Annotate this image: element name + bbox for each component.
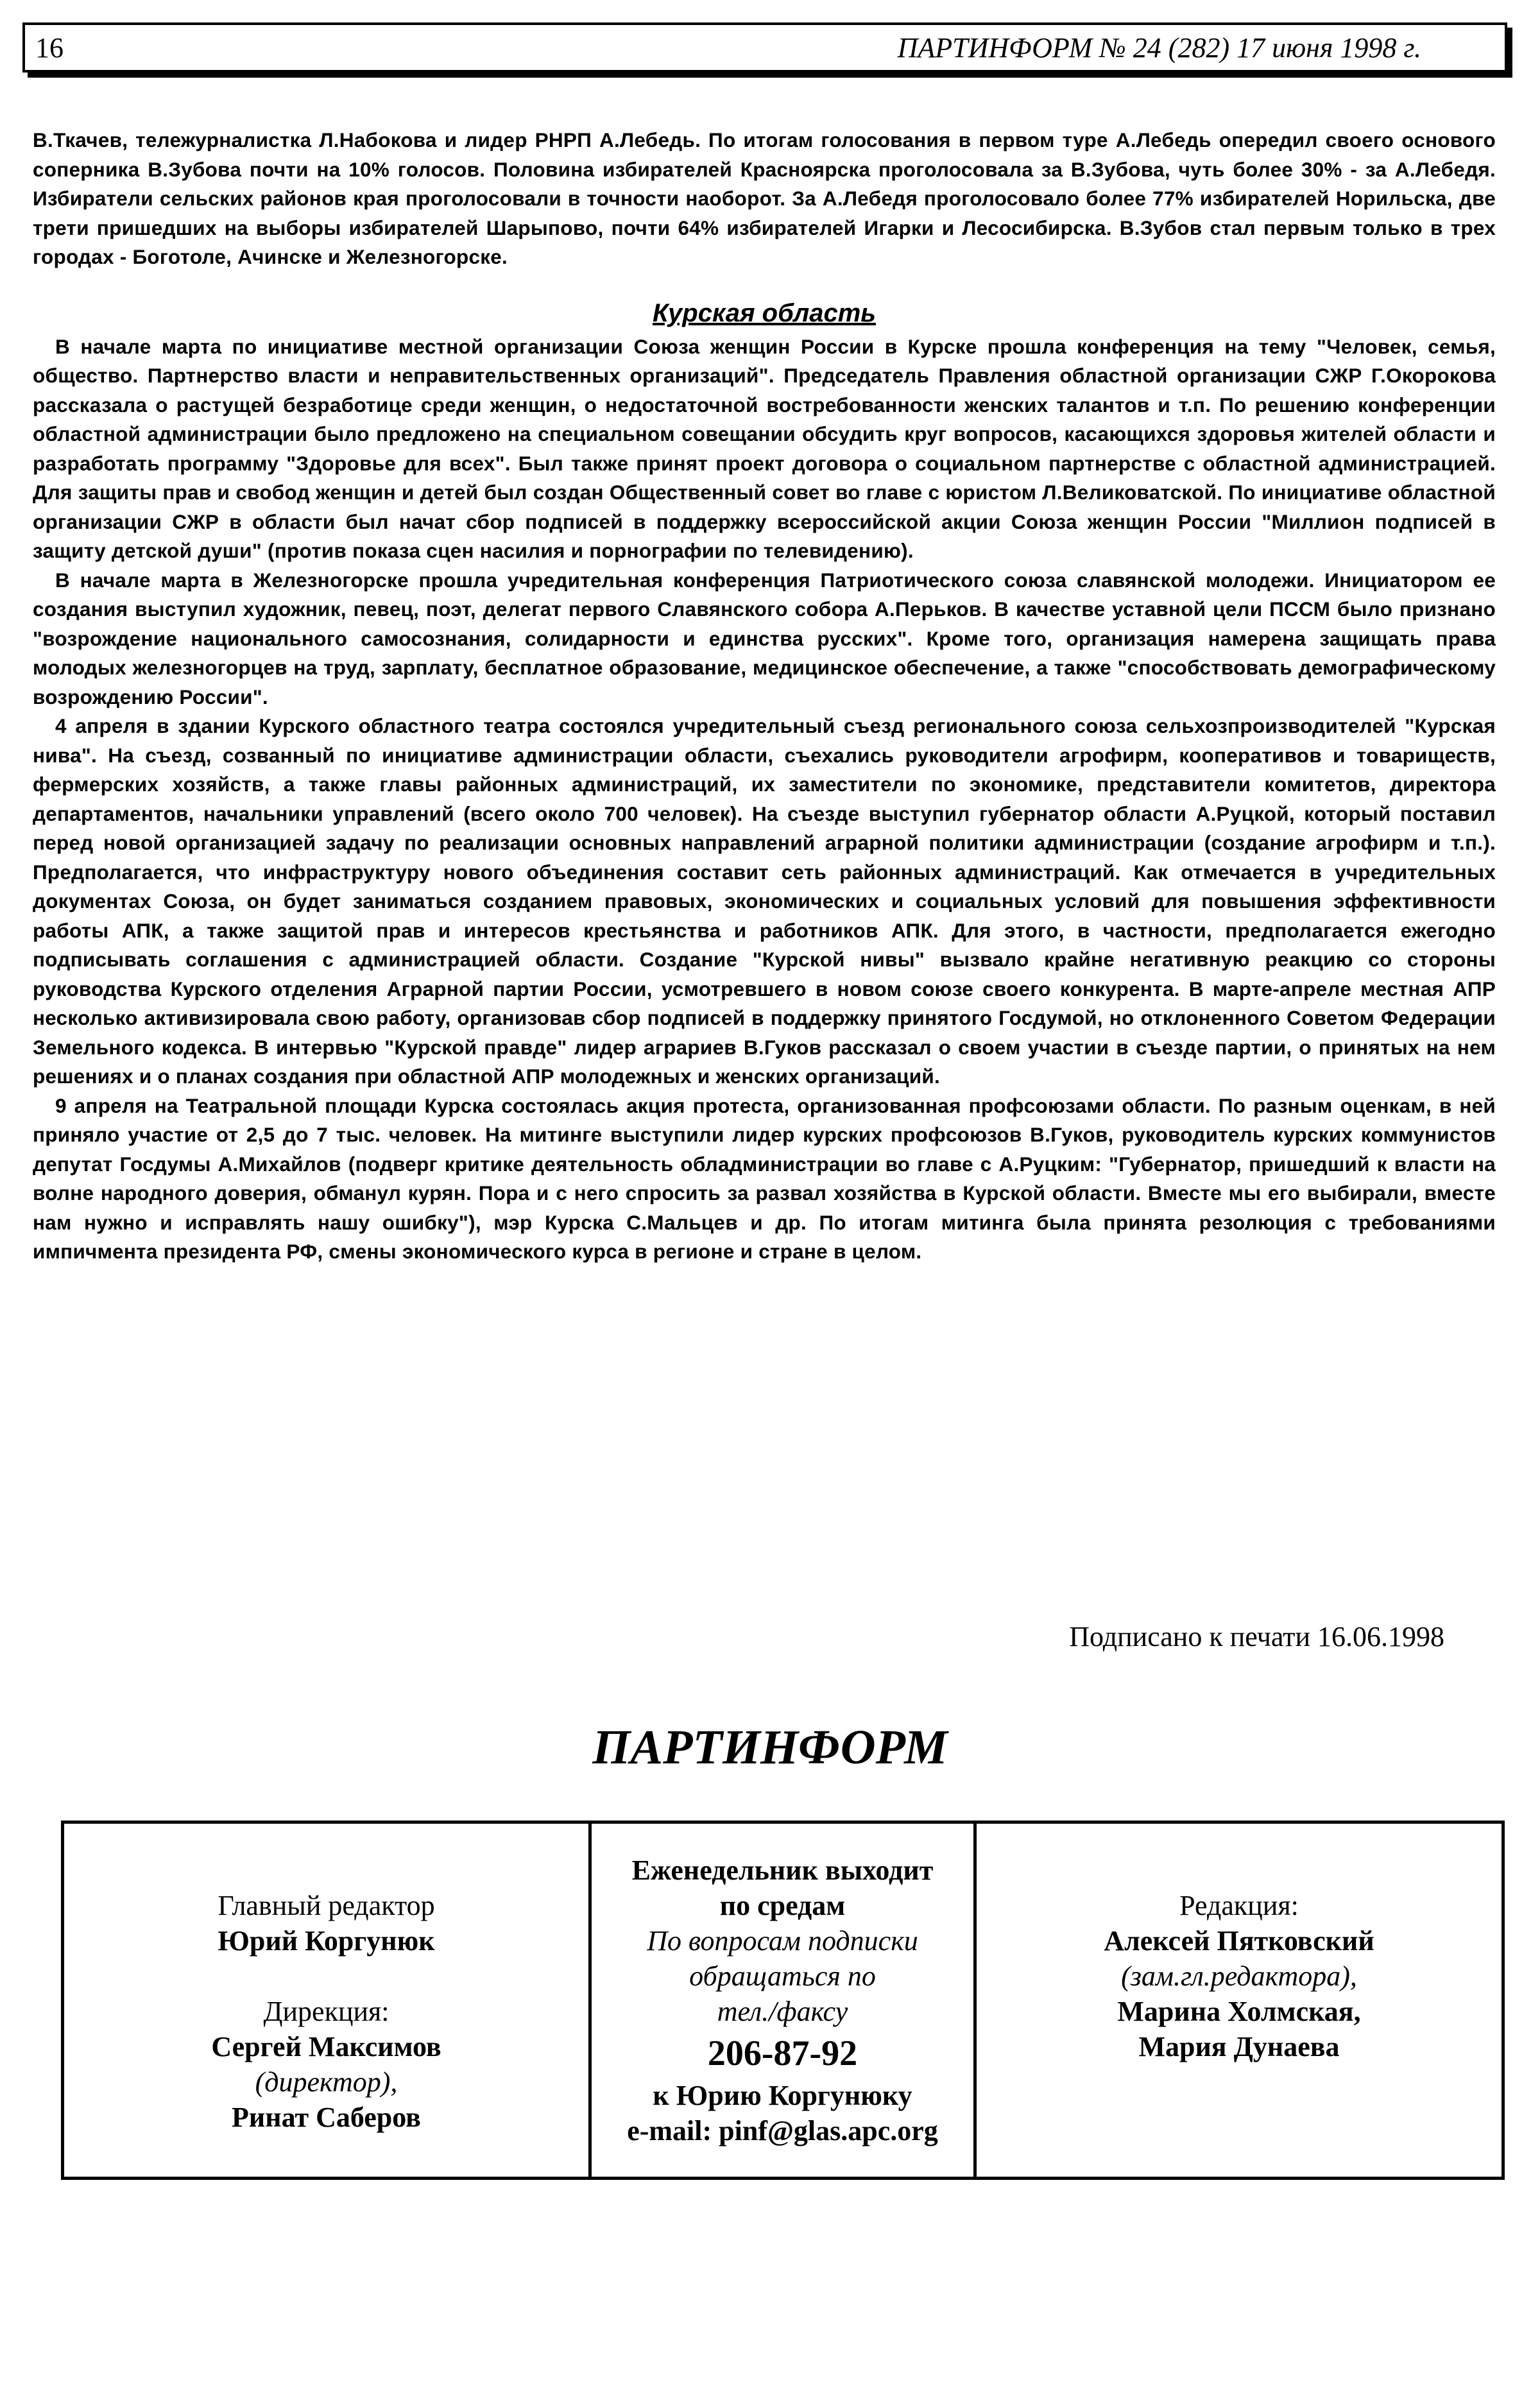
directorate-member: Ринат Саберов [232, 2102, 421, 2133]
chief-editor-name: Юрий Коргунюк [218, 1925, 435, 1957]
phone-number: 206-87-92 [707, 2034, 858, 2073]
editor-role: (зам.гл.редактора), [1121, 1960, 1357, 1992]
imprint-editorial-cell [977, 1824, 1502, 2177]
editor-name: Мария Дунаева [1138, 2031, 1340, 2062]
editor-name: Марина Холмская, [1117, 1996, 1361, 2027]
article-paragraph: В начале марта по инициативе местной организации Союза женщин России в Курске прошла конференция на тему "Человек, семья, общество. Партнерство власти и неправительственных организаций". Председатель Правления областной организации СЖР Г.Окорокова рассказала о растущей безработице среди женщин, о недостаточной востребованности женских талантов и т.п. По решению конференции областной администрации было предложено на специальном совещании обсудить круг вопросов, касающихся здоровья жителей области и разработать программу "Здоровье для всех". Был также принят проект договора о социальном партнерстве с областной администрацией. Для защиты прав и свобод женщин и детей был создан Общественный совет во главе с юристом Л.Великоватской. По инициативе областной организации СЖР в области был начат сбор подписей в поддержку всероссийской акции Союза женщин России "Миллион подписей в защиту детской души" (против показа сцен насилия и порнографии по телевидению). [33, 334, 1496, 562]
schedule-line: Еженедельник выходит [631, 1855, 934, 1886]
chief-editor-label: Главный редактор [218, 1890, 435, 1921]
article-paragraph: 4 апреля в здании Курского областного театра состоялся учредительный съезд регионального союза сельхозпроизводителей "Курская нива". На съезд, созванный по инициативе администрации области, съехались руководители агрофирм, кооперативов и товариществ, фермерских хозяйств, а также главы районных администраций, их заместители по экономике, представители комитетов, директора департаментов, начальники управлений (всего около 700 человек). На съезде выступил губернатор области А.Руцкой, который поставил перед новой организацией задачу по реализации основных направлений аграрной политики администрации (создание агрофирм и т.п.). Предполагается, что инфраструктуру нового объединения составит сеть районных администраций. Как отмечается в учредительных документах Союза, он будет заниматься созданием правовых, экономических и социальных условий для повышения эффективности работы АПК, а также защитой прав и интересов крестьянства и работников АПК. Для этого, в частности, предполагается ежегодно подписывать соглашения с администрацией области. Создание "Курской нивы" вызвало крайне негативную реакцию со стороны руководства Курского отделения Аграрной партии России, усмотревшего в новом союзе своего конкурента. В марте-апреле местная АПР несколько активизировала свою работу, организовав сбор подписей в поддержку принятого Госдумой, но отклоненного Советом Федерации Земельного кодекса. В интервью "Курской правде" лидер аграриев В.Гуков рассказал о своем участии в съезде партии, о принятых на нем решениях и о планах создания при областной АПР молодежных и женских организаций. [33, 714, 1496, 1088]
subscription-line: По вопросам подписки [647, 1925, 918, 1957]
subscription-line: обращаться по [689, 1960, 876, 1992]
schedule-line: по средам [719, 1890, 846, 1921]
article-paragraph: В начале марта в Железногорске прошла учредительная конференция Патриотического союза славянской молодежи. Инициатором ее создания выступил художник, певец, поэт, делегат первого Славянского собора А.Перьков. В качестве уставной цели ПССМ было признано "возрождение национального самосознания, солидарности и единства русских". Кроме того, организация намерена защищать права молодых железногорцев на труд, зарплату, бесплатное образование, медицинское обеспечение, а также "способствовать демографическому возрождению России". [33, 568, 1496, 708]
section-heading: Курская область [652, 298, 877, 327]
article-body [33, 126, 1496, 1267]
imprint-box [61, 1821, 1505, 2180]
lead-paragraph: В.Ткачев, тележурналистка Л.Набокова и лидер РНРП А.Лебедь. По итогам голосования в первом туре А.Лебедь опередил своего основого соперника В.Зубова почти на 10% голосов. Половина избирателей Красноярска проголосовала за В.Зубова, чуть более 30% - за А.Лебедя. Избиратели сельских районов края проголосовали в точности наоборот. За А.Лебедя проголосовало более 77% избирателей Норильска, две трети пришедших на выборы избирателей Шарыпово, почти 64% избирателей Игарки и Лесосибирска. В.Зубов стал первым только в трех городах - Боготоле, Ачинске и Железногорске. [33, 128, 1496, 268]
director-name: Сергей Максимов [211, 2031, 441, 2062]
contact-person: к Юрию Коргунюку [653, 2080, 912, 2111]
directorate-label: Дирекция: [263, 1996, 389, 2027]
email-address: e-mail: pinf@glas.apc.org [627, 2115, 938, 2146]
article-paragraph: 9 апреля на Театральной площади Курска состоялась акция протеста, организованная профсоюзами области. По разным оценкам, в ней приняло участие от 2,5 до 7 тыс. человек. На митинге выступили лидер курских профсоюзов В.Гуков, руководитель курских коммунистов депутат Госдумы А.Михайлов (подверг критике деятельность обладминистрации во главе с А.Руцким: "Губернатор, пришедший к власти на волне народного доверия, обманул курян. Пора и с него спросить за развал хозяйства в Курской области. Вместе мы его выбирали, вместе нам нужно и исправлять нашу ошибку"), мэр Курска С.Мальцев и др. По итогам митинга была принята резолюция с требованиями импичмента президента РФ, смены экономического курса в регионе и стране в целом. [33, 1093, 1496, 1263]
imprint-editors-cell [64, 1824, 592, 2177]
director-role: (директор), [255, 2066, 398, 2098]
editorial-label: Редакция: [1179, 1890, 1299, 1921]
signed-to-print: Подписано к печати 16.06.1998 [1069, 1621, 1444, 1652]
editor-name: Алексей Пятковский [1104, 1925, 1374, 1957]
page-header [22, 22, 1507, 73]
imprint-contact-cell [592, 1824, 977, 2177]
subscription-line: тел./факсу [717, 1996, 848, 2027]
page-number: 16 [35, 32, 64, 64]
masthead-title: ПАРТИНФОРМ [592, 1720, 948, 1774]
publication-title: ПАРТИНФОРМ № 24 (282) 17 июня 1998 г. [897, 32, 1421, 64]
